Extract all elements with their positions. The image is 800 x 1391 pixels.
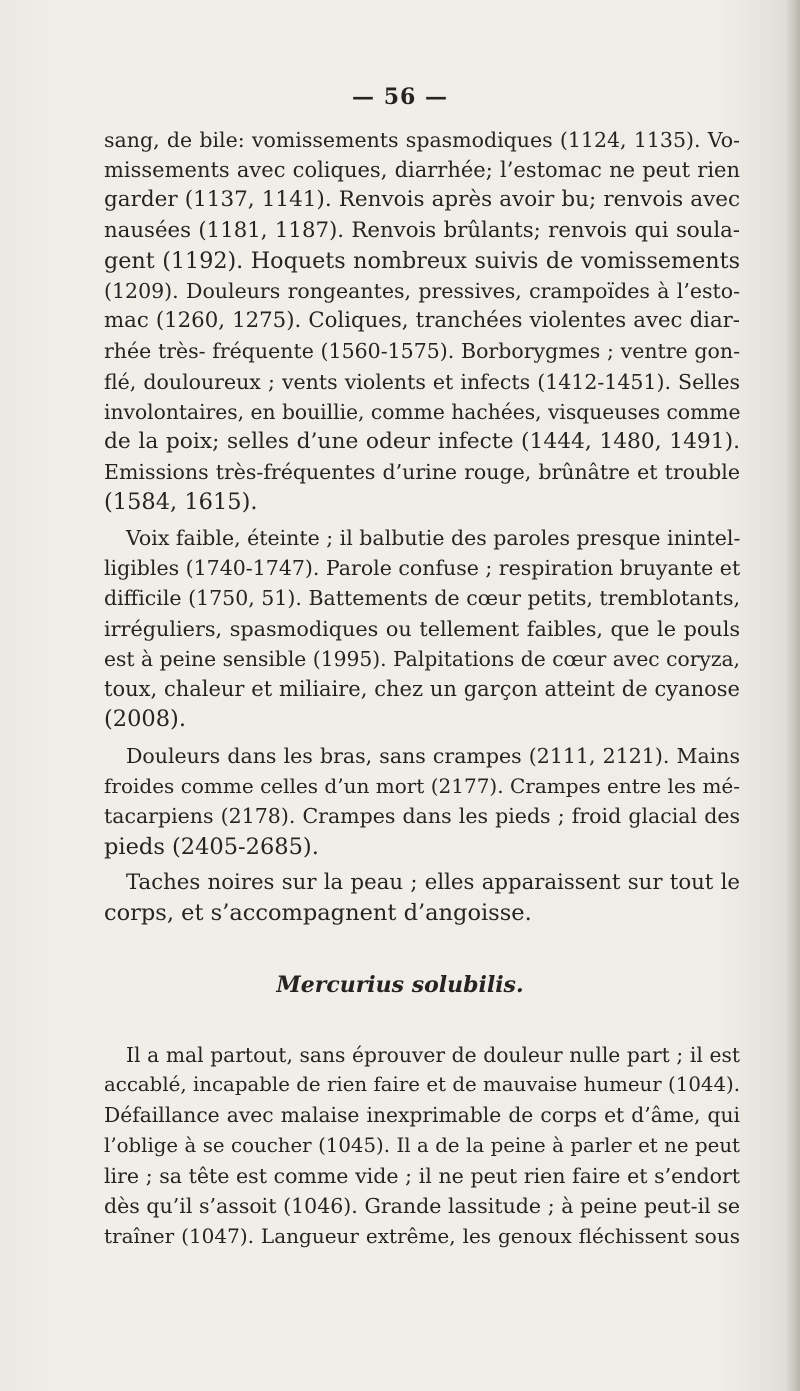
text-line: traîner (1047). Langueur extrême, les genoux fléchissent sous: [104, 1224, 740, 1249]
paragraph-mercurius: [104, 1040, 740, 1251]
text-line: Taches noires sur la peau ; elles apparaissent sur tout le: [126, 870, 740, 895]
text-line: Douleurs dans les bras, sans crampes (2111, 2121). Mains: [126, 744, 740, 768]
text-line: (2008).: [104, 706, 186, 733]
paragraph-limbs: [104, 741, 740, 862]
page-number: — 56 —: [352, 84, 448, 110]
text-line: tacarpiens (2178). Crampes dans les pieds ; froid glacial des: [104, 804, 740, 829]
text-line: rhée très- fréquente (1560-1575). Borborygmes ; ventre gon-: [104, 339, 740, 364]
paragraph-digestive-symptoms: [104, 125, 740, 517]
text-line: (1209). Douleurs rongeantes, pressives, crampoïdes à l’esto-: [104, 278, 740, 303]
text-line: Emissions très-fréquentes d’urine rouge, brûnâtre et trouble: [104, 460, 740, 485]
text-line: gent (1192). Hoquets nombreux suivis de vomissements: [104, 247, 740, 274]
text-line: difficile (1750, 51). Battements de cœur petits, tremblotants,: [104, 586, 740, 611]
text-line: Défaillance avec malaise inexprimable de corps et d’âme, qui: [104, 1103, 740, 1128]
text-line: corps, et s’accompagnent d’angoisse.: [104, 900, 532, 927]
text-line: pieds (2405-2685).: [104, 833, 319, 860]
paragraph-skin: [104, 868, 740, 928]
text-line: accablé, incapable de rien faire et de mauvaise humeur (1044).: [104, 1073, 740, 1097]
text-line: froides comme celles d’un mort (2177). Crampes entre les mé-: [104, 774, 740, 799]
text-line: l’oblige à se coucher (1045). Il a de la peine à parler et ne peut: [104, 1133, 740, 1157]
section-title: Mercurius solubilis.: [276, 972, 524, 998]
text-line: lire ; sa tête est comme vide ; il ne peut rien faire et s’endort: [104, 1163, 740, 1188]
text-line: involontaires, en bouillie, comme hachées, visqueuses comme: [104, 399, 741, 424]
text-line: dès qu’il s’assoit (1046). Grande lassitude ; à peine peut-il se: [104, 1193, 740, 1218]
page-edge-shadow: [786, 0, 800, 1391]
text-line: toux, chaleur et miliaire, chez un garçon atteint de cyanose: [104, 676, 740, 701]
paragraph-voice-heart: [104, 523, 740, 734]
text-line: irréguliers, spasmodiques ou tellement faibles, que le pouls: [104, 616, 740, 641]
text-line: est à peine sensible (1995). Palpitations de cœur avec coryza,: [104, 646, 740, 671]
text-line: sang, de bile: vomissements spasmodiques (1124, 1135). Vo-: [104, 128, 740, 152]
text-line: mac (1260, 1275). Coliques, tranchées violentes avec diar-: [104, 308, 740, 334]
text-line: (1584, 1615).: [104, 489, 258, 516]
text-line: garder (1137, 1141). Renvois après avoir bu; renvois avec: [104, 187, 740, 213]
text-line: missements avec coliques, diarrhée; l’estomac ne peut rien: [104, 158, 740, 183]
text-line: Il a mal partout, sans éprouver de douleur nulle part ; il est: [126, 1043, 740, 1067]
text-line: de la poix; selles d’une odeur infecte (1444, 1480, 1491).: [104, 428, 740, 454]
text-line: flé, douloureux ; vents violents et infects (1412-1451). Selles: [104, 369, 740, 394]
text-line: nausées (1181, 1187). Renvois brûlants; renvois qui soula-: [104, 217, 740, 243]
text-line: ligibles (1740-1747). Parole confuse ; respiration bruyante et: [104, 556, 741, 581]
text-line: Voix faible, éteinte ; il balbutie des paroles presque inintel-: [126, 526, 741, 550]
